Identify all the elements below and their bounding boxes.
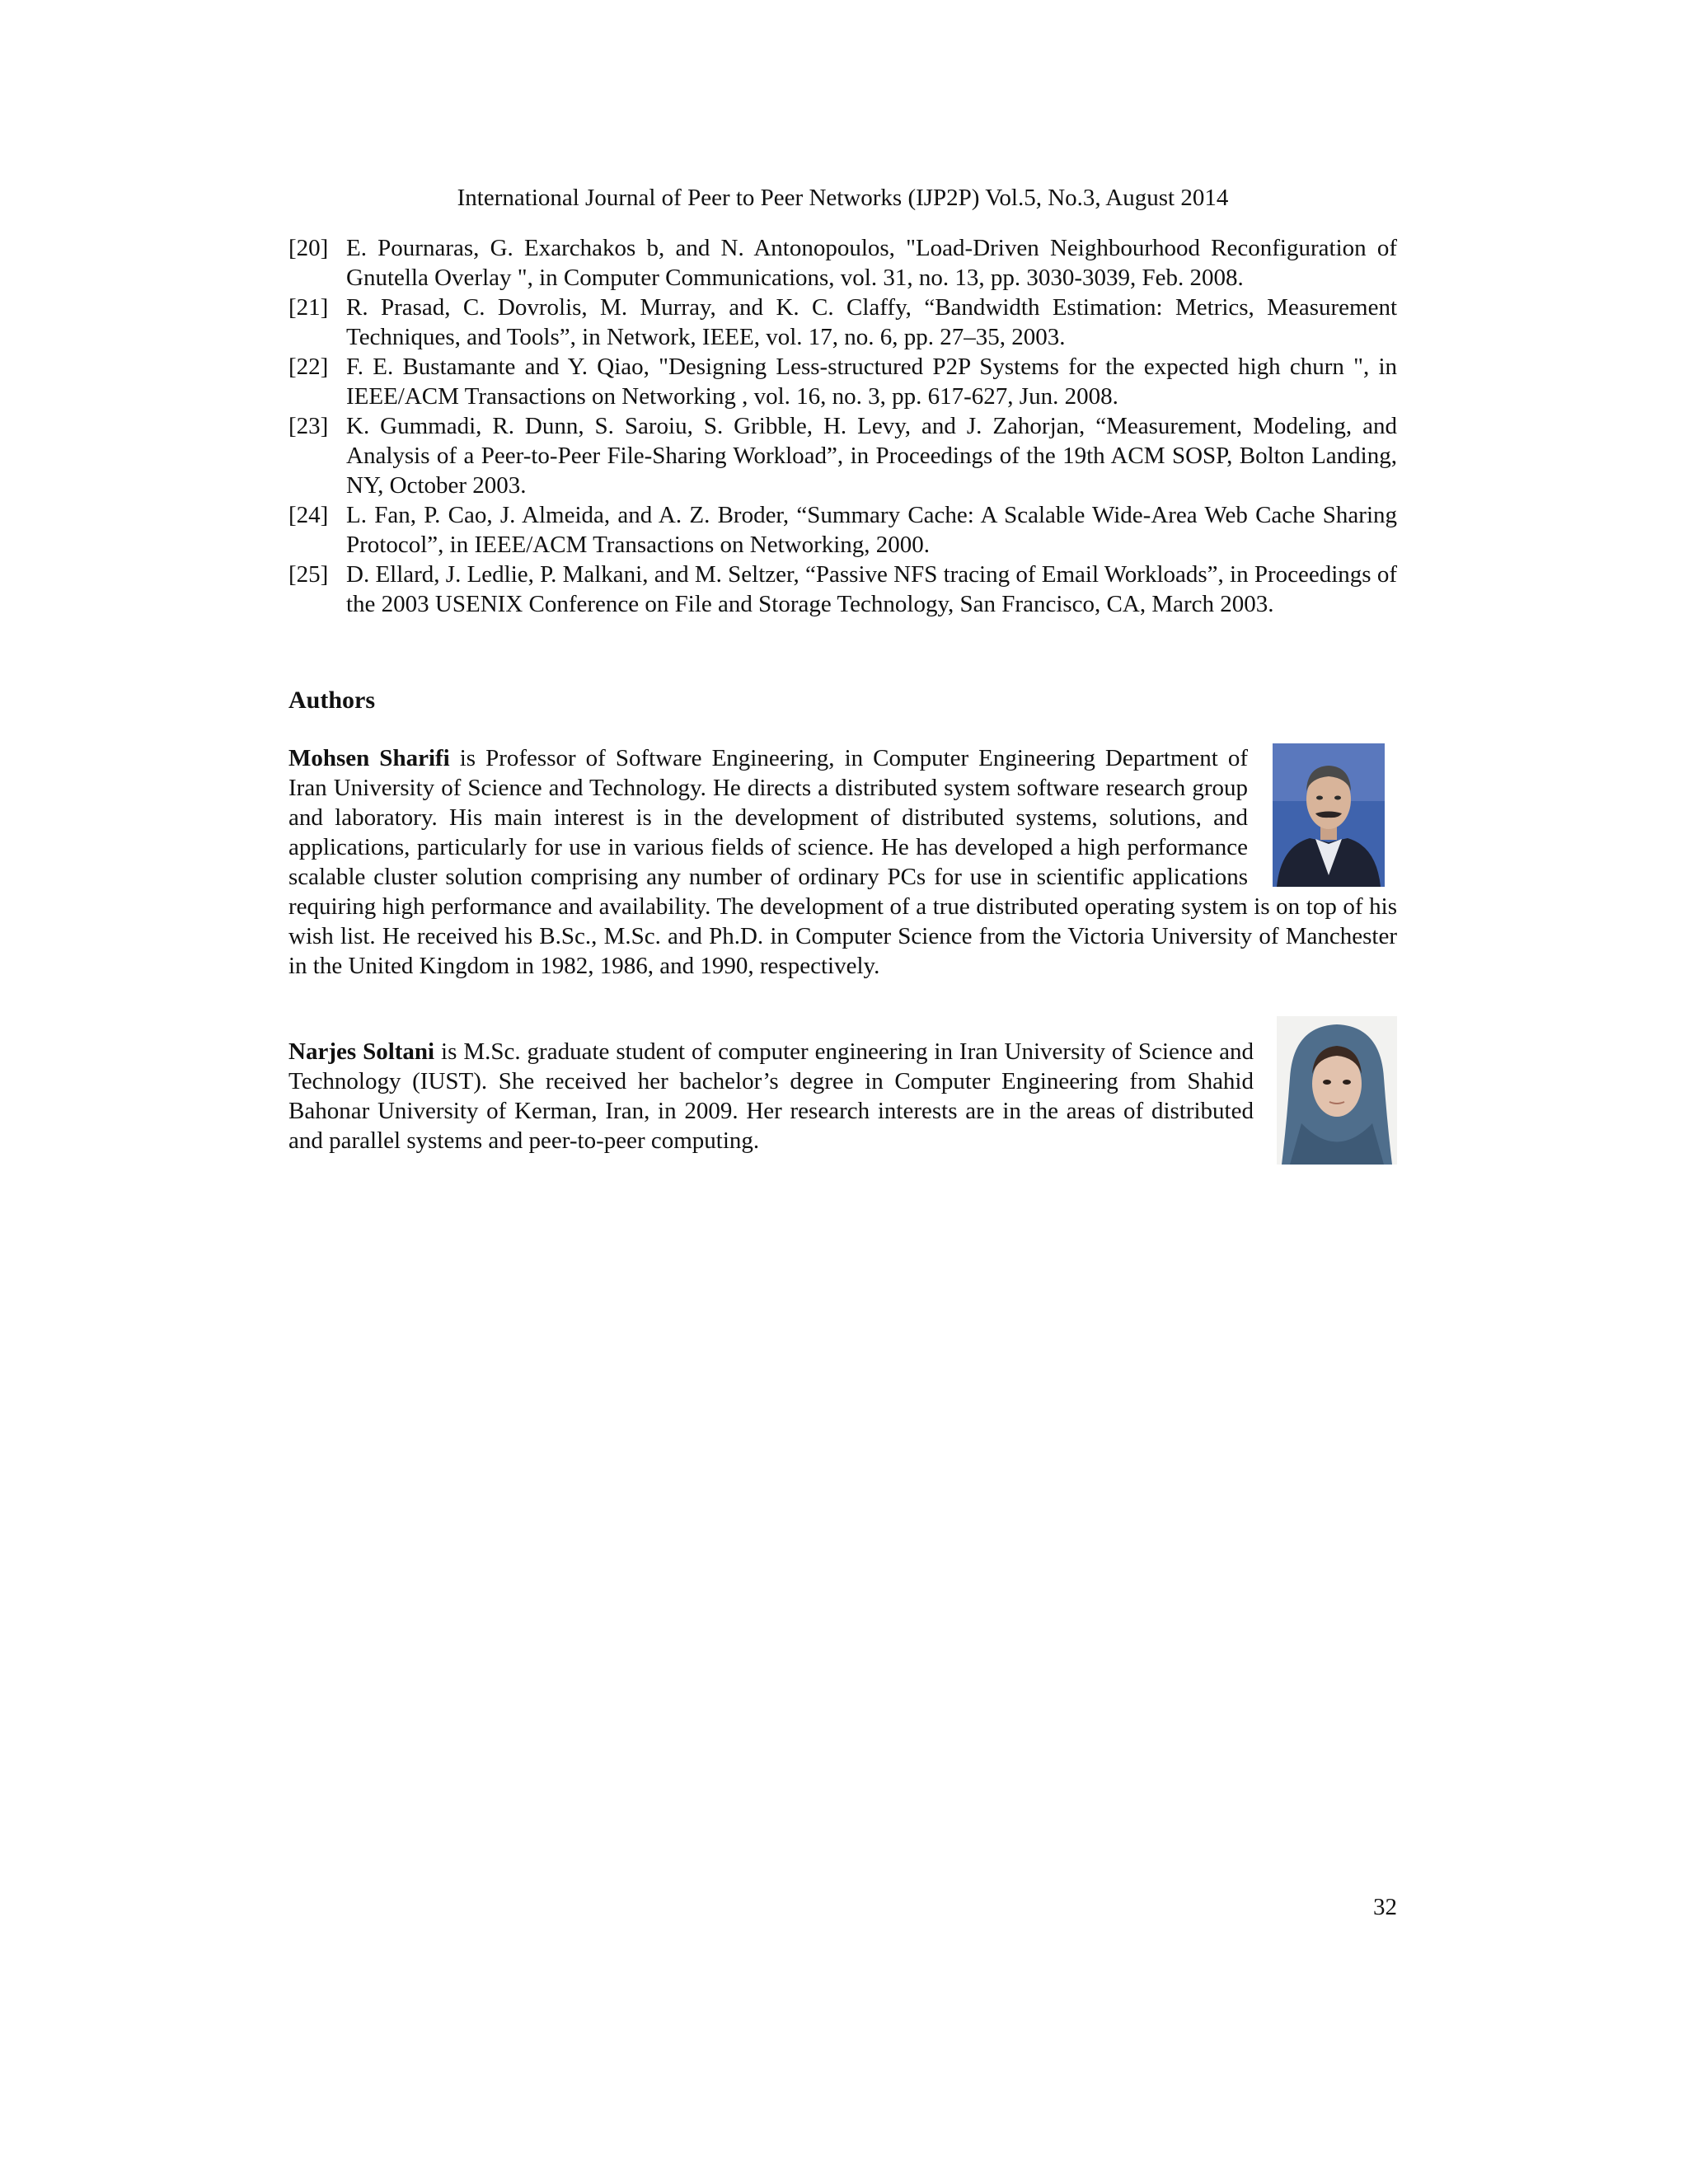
- author-name: Narjes Soltani: [288, 1038, 435, 1065]
- reference-item: [288, 560, 1397, 619]
- reference-item: [288, 233, 1397, 293]
- author-photo-soltani: [1277, 1016, 1397, 1165]
- reference-text: L. Fan, P. Cao, J. Almeida, and A. Z. Broder, “Summary Cache: A Scalable Wide-Area Web Cache Sharing Protocol”, in IEEE/ACM Transactions on Networking, 2000.: [346, 502, 1397, 558]
- reference-number: [25]: [288, 561, 329, 588]
- author-name: Mohsen Sharifi: [288, 745, 450, 771]
- reference-item: [288, 500, 1397, 560]
- reference-text: D. Ellard, J. Ledlie, P. Malkani, and M. Seltzer, “Passive NFS tracing of Email Workloads”, in Proceedings of the 2003 USENIX Conference on File and Storage Technology, San Francisco, CA, March 2003.: [346, 561, 1397, 617]
- authors-heading: Authors: [288, 687, 376, 714]
- reference-item: [288, 352, 1397, 411]
- author-bio-sharifi: [288, 743, 1397, 981]
- reference-item: [288, 293, 1397, 352]
- reference-text: K. Gummadi, R. Dunn, S. Saroiu, S. Gribble, H. Levy, and J. Zahorjan, “Measurement, Modeling, and Analysis of a Peer-to-Peer File-Sharing Workload”, in Proceedings of the 19th ACM SOSP, Bolton Landing, NY, October 2003.: [346, 413, 1397, 499]
- author-bio-text: is M.Sc. graduate student of computer engineering in Iran University of Science and Technology (IUST). She received her bachelor’s degree in Computer Engineering from Shahid Bahonar University of Kerman, Iran, in 2009. Her research interests are in the areas of distributed and parallel systems and peer-to-peer computing.: [288, 1038, 1254, 1154]
- reference-number: [21]: [288, 294, 329, 321]
- reference-list: [288, 233, 1397, 619]
- reference-item: [288, 411, 1397, 500]
- reference-number: [20]: [288, 235, 329, 261]
- page-number: 32: [1373, 1894, 1397, 1920]
- reference-text: E. Pournaras, G. Exarchakos b, and N. Antonopoulos, "Load-Driven Neighbourhood Reconfiguration of Gnutella Overlay ", in Computer Communications, vol. 31, no. 13, pp. 3030-3039, Feb. 2008.: [346, 235, 1397, 291]
- running-header: International Journal of Peer to Peer Networks (IJP2P) Vol.5, No.3, August 2014: [457, 185, 1229, 211]
- reference-number: [24]: [288, 502, 329, 528]
- reference-text: F. E. Bustamante and Y. Qiao, "Designing Less-structured P2P Systems for the expected high churn ", in IEEE/ACM Transactions on Networking , vol. 16, no. 3, pp. 617-627, Jun. 2008.: [346, 354, 1397, 410]
- reference-number: [23]: [288, 413, 329, 439]
- author-bio-soltani: [288, 1037, 1397, 1173]
- reference-number: [22]: [288, 354, 329, 380]
- author-bio-text: is Professor of Software Engineering, in Computer Engineering Department of Iran University of Science and Technology. He directs a distributed system software research group and laboratory. His main interest is in the development of distributed systems, solutions, and applications, particularly for use in various fields of science. He has developed a high performance scalable cluster solution comprising any number of ordinary PCs for use in scientific applications requiring high performance and availability. The development of a true distributed operating system is on top of his wish list. He received his B.Sc., M.Sc. and Ph.D. in Computer Science from the Victoria University of Manchester in the United Kingdom in 1982, 1986, and 1990, respectively.: [288, 745, 1397, 979]
- author-photo-sharifi: [1273, 743, 1385, 887]
- reference-text: R. Prasad, C. Dovrolis, M. Murray, and K. C. Claffy, “Bandwidth Estimation: Metrics, Measurement Techniques, and Tools”, in Network, IEEE, vol. 17, no. 6, pp. 27–35, 2003.: [346, 294, 1397, 350]
